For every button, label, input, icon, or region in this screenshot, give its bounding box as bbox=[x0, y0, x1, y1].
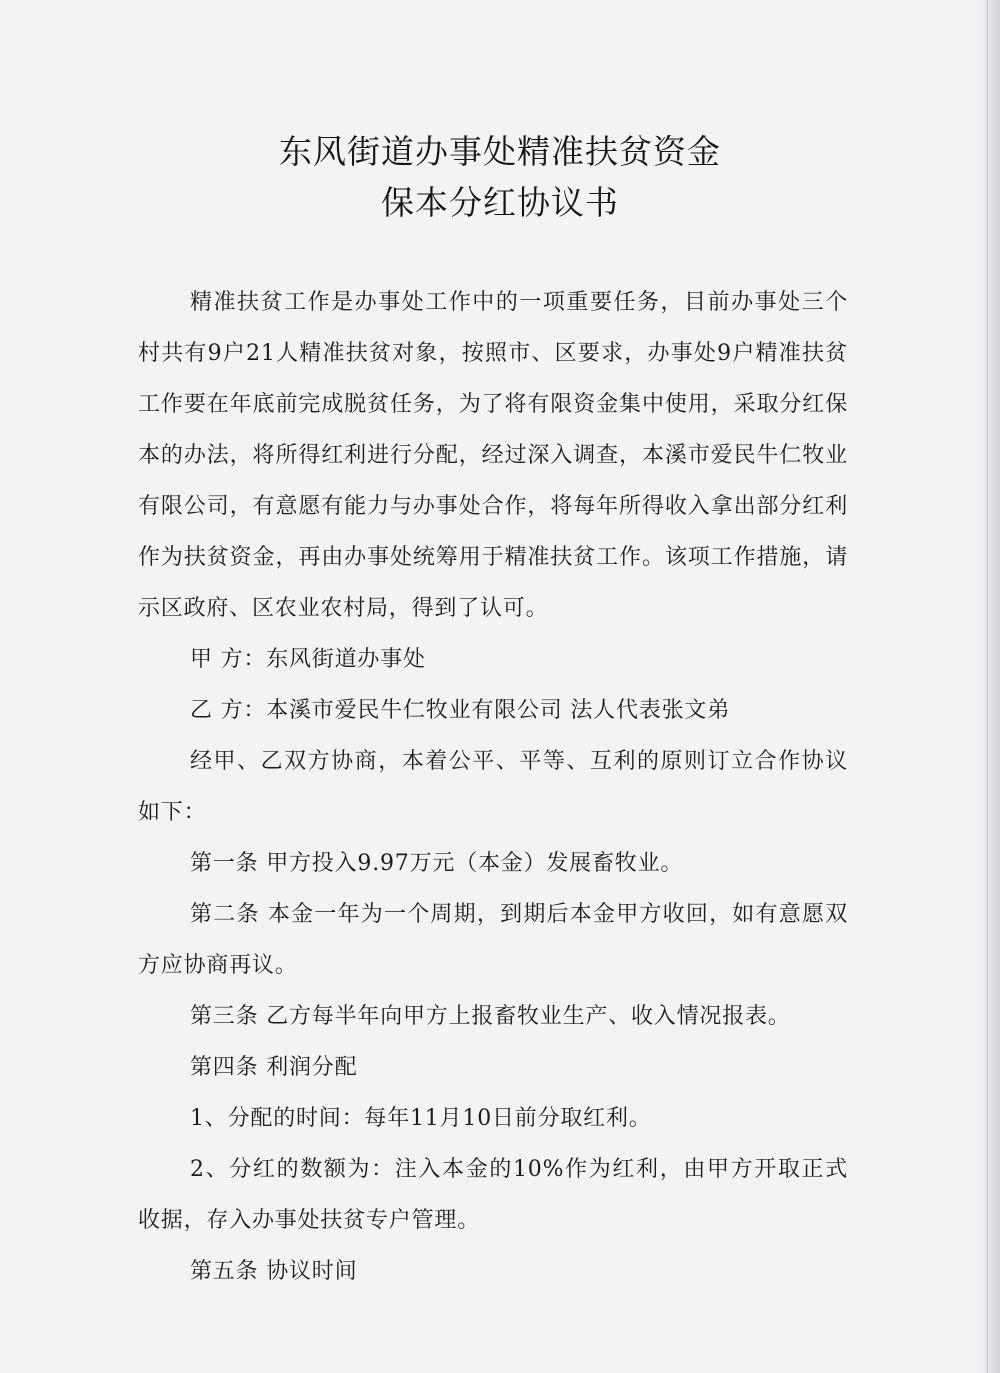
article-4-heading: 第四条 利润分配 bbox=[190, 1055, 358, 1080]
document-body bbox=[138, 277, 848, 1297]
document-title-line1: 东风街道办事处精准扶贫资金 bbox=[279, 132, 721, 171]
article-1: 第一条 甲方投入9.97万元（本金）发展畜牧业。 bbox=[190, 851, 684, 876]
preamble: 经甲、乙双方协商，本着公平、平等、互利的原则订立合作协议如下： bbox=[138, 749, 848, 825]
article-4-item-2: 2、分红的数额为：注入本金的10%作为红利，由甲方开取正式收据，存入办事处扶贫专户管理。 bbox=[138, 1157, 848, 1233]
article-2: 第二条 本金一年为一个周期，到期后本金甲方收回，如有意愿双方应协商再议。 bbox=[138, 902, 848, 978]
article-3: 第三条 乙方每半年向甲方上报畜牧业生产、收入情况报表。 bbox=[190, 1004, 791, 1029]
party-b: 乙 方：本溪市爱民牛仁牧业有限公司 法人代表张文弟 bbox=[190, 698, 730, 723]
party-a: 甲 方：东风街道办事处 bbox=[190, 647, 426, 672]
article-4-item-1: 1、分配的时间：每年11月10日前分取红利。 bbox=[190, 1106, 652, 1131]
article-5-heading: 第五条 协议时间 bbox=[190, 1259, 358, 1284]
intro-paragraph: 精准扶贫工作是办事处工作中的一项重要任务，目前办事处三个村共有9户21人精准扶贫对象，按照市、区要求，办事处9户精准扶贫工作要在年底前完成脱贫任务，为了将有限资金集中使用，采取分红保本的办法，将所得红利进行分配，经过深入调查，本溪市爱民牛仁牧业有限公司，有意愿有能力与办事处合作，将每年所得收入拿出部分红利作为扶贫资金，再由办事处统筹用于精准扶贫工作。该项工作措施，请示区政府、区农业农村局，得到了认可。 bbox=[138, 290, 848, 621]
document-title-line2: 保本分红协议书 bbox=[381, 183, 619, 222]
